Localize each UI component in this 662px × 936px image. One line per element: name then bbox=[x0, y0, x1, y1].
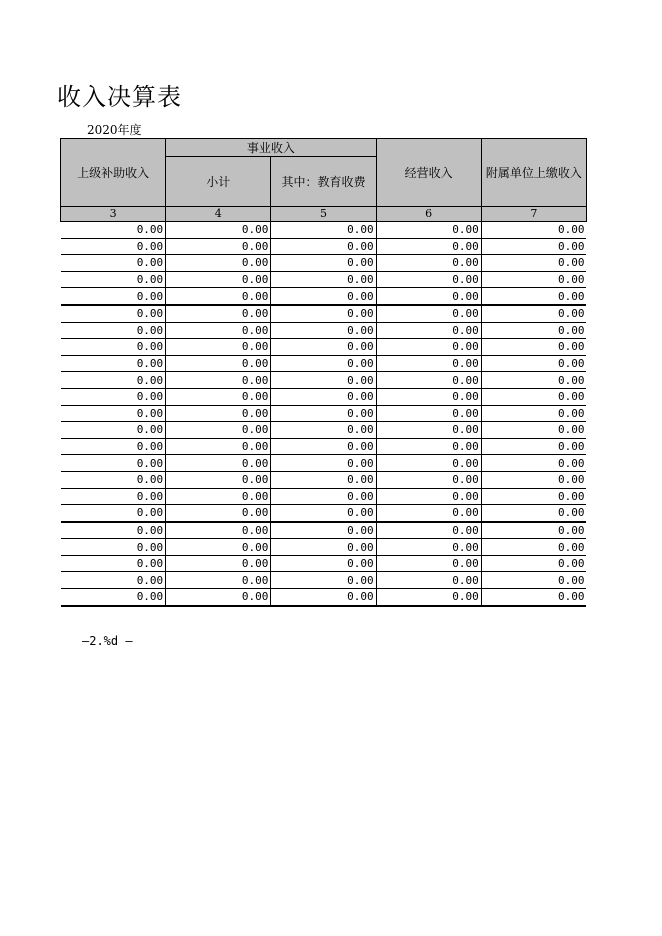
table-row bbox=[61, 438, 587, 455]
table-cell: 0.00 bbox=[376, 322, 481, 339]
table-cell: 0.00 bbox=[271, 372, 376, 389]
table-cell: 0.00 bbox=[166, 339, 271, 356]
table-row bbox=[61, 271, 587, 288]
table-cell: 0.00 bbox=[481, 505, 586, 522]
header-subtotal: 小计 bbox=[166, 157, 271, 207]
table-row bbox=[61, 388, 587, 405]
table-row bbox=[61, 255, 587, 272]
table-cell: 0.00 bbox=[271, 438, 376, 455]
table-cell: 0.00 bbox=[166, 589, 271, 606]
table-cell: 0.00 bbox=[481, 322, 586, 339]
table-row bbox=[61, 539, 587, 556]
table-cell: 0.00 bbox=[376, 455, 481, 472]
table-cell: 0.00 bbox=[376, 271, 481, 288]
table-row bbox=[61, 288, 587, 305]
table-cell: 0.00 bbox=[271, 555, 376, 572]
table-cell: 0.00 bbox=[166, 555, 271, 572]
table-cell: 0.00 bbox=[271, 222, 376, 239]
table-cell: 0.00 bbox=[271, 488, 376, 505]
table-cell: 0.00 bbox=[481, 488, 586, 505]
table-cell: 0.00 bbox=[166, 305, 271, 322]
table-row bbox=[61, 488, 587, 505]
table-cell: 0.00 bbox=[376, 589, 481, 606]
table-cell: 0.00 bbox=[271, 589, 376, 606]
table-cell: 0.00 bbox=[61, 572, 166, 589]
table-row bbox=[61, 405, 587, 422]
table-cell: 0.00 bbox=[481, 522, 586, 539]
table-cell: 0.00 bbox=[166, 271, 271, 288]
table-cell: 0.00 bbox=[61, 438, 166, 455]
table-row bbox=[61, 589, 587, 606]
table-row bbox=[61, 505, 587, 522]
table-cell: 0.00 bbox=[271, 455, 376, 472]
column-number: 7 bbox=[481, 207, 586, 222]
table-cell: 0.00 bbox=[61, 255, 166, 272]
table-cell: 0.00 bbox=[61, 589, 166, 606]
table-cell: 0.00 bbox=[376, 422, 481, 439]
table-cell: 0.00 bbox=[166, 255, 271, 272]
table-cell: 0.00 bbox=[376, 255, 481, 272]
table-cell: 0.00 bbox=[166, 505, 271, 522]
table-cell: 0.00 bbox=[271, 388, 376, 405]
table-row bbox=[61, 372, 587, 389]
table-row bbox=[61, 322, 587, 339]
table-cell: 0.00 bbox=[376, 572, 481, 589]
table-cell: 0.00 bbox=[166, 438, 271, 455]
table-cell: 0.00 bbox=[376, 305, 481, 322]
table-cell: 0.00 bbox=[376, 388, 481, 405]
table-cell: 0.00 bbox=[376, 238, 481, 255]
page-title: 收入决算表 bbox=[57, 83, 182, 111]
table-cell: 0.00 bbox=[481, 288, 586, 305]
table-body bbox=[61, 222, 587, 606]
table-cell: 0.00 bbox=[376, 355, 481, 372]
table-cell: 0.00 bbox=[376, 339, 481, 356]
table-row bbox=[61, 555, 587, 572]
table-row bbox=[61, 471, 587, 488]
table-cell: 0.00 bbox=[481, 455, 586, 472]
header-superior-subsidy: 上级补助收入 bbox=[61, 139, 166, 207]
table-cell: 0.00 bbox=[166, 322, 271, 339]
table-cell: 0.00 bbox=[481, 405, 586, 422]
table-cell: 0.00 bbox=[376, 288, 481, 305]
table-cell: 0.00 bbox=[166, 471, 271, 488]
table-cell: 0.00 bbox=[271, 255, 376, 272]
table-cell: 0.00 bbox=[166, 405, 271, 422]
column-number: 5 bbox=[271, 207, 376, 222]
table-cell: 0.00 bbox=[61, 405, 166, 422]
table-cell: 0.00 bbox=[481, 271, 586, 288]
table-cell: 0.00 bbox=[61, 372, 166, 389]
table-cell: 0.00 bbox=[166, 539, 271, 556]
table-cell: 0.00 bbox=[61, 455, 166, 472]
table-cell: 0.00 bbox=[271, 238, 376, 255]
table-row bbox=[61, 339, 587, 356]
table-cell: 0.00 bbox=[61, 288, 166, 305]
table-cell: 0.00 bbox=[376, 555, 481, 572]
table-cell: 0.00 bbox=[481, 539, 586, 556]
table-cell: 0.00 bbox=[61, 505, 166, 522]
header-operating-income: 经营收入 bbox=[376, 139, 481, 207]
table-cell: 0.00 bbox=[61, 522, 166, 539]
table-cell: 0.00 bbox=[166, 222, 271, 239]
table-cell: 0.00 bbox=[271, 288, 376, 305]
page-footer: —2.%d — bbox=[82, 634, 133, 648]
table-cell: 0.00 bbox=[481, 555, 586, 572]
table-row bbox=[61, 522, 587, 539]
table-cell: 0.00 bbox=[481, 355, 586, 372]
table-cell: 0.00 bbox=[376, 222, 481, 239]
table-cell: 0.00 bbox=[271, 471, 376, 488]
table-cell: 0.00 bbox=[166, 372, 271, 389]
table-cell: 0.00 bbox=[271, 305, 376, 322]
table-row bbox=[61, 572, 587, 589]
table-cell: 0.00 bbox=[376, 471, 481, 488]
table-cell: 0.00 bbox=[166, 455, 271, 472]
table-cell: 0.00 bbox=[376, 405, 481, 422]
table-cell: 0.00 bbox=[61, 471, 166, 488]
income-table bbox=[60, 138, 587, 607]
table-cell: 0.00 bbox=[481, 255, 586, 272]
table-cell: 0.00 bbox=[166, 355, 271, 372]
table-cell: 0.00 bbox=[271, 339, 376, 356]
table-cell: 0.00 bbox=[271, 355, 376, 372]
table-cell: 0.00 bbox=[481, 471, 586, 488]
header-business-income-group: 事业收入 bbox=[166, 139, 376, 157]
table-cell: 0.00 bbox=[166, 522, 271, 539]
table-cell: 0.00 bbox=[481, 422, 586, 439]
table-cell: 0.00 bbox=[271, 271, 376, 288]
table-cell: 0.00 bbox=[61, 539, 166, 556]
table-cell: 0.00 bbox=[166, 572, 271, 589]
table-cell: 0.00 bbox=[271, 405, 376, 422]
year-label: 2020年度 bbox=[87, 123, 142, 137]
table-cell: 0.00 bbox=[166, 488, 271, 505]
table-cell: 0.00 bbox=[481, 238, 586, 255]
column-number: 3 bbox=[61, 207, 166, 222]
table-cell: 0.00 bbox=[376, 522, 481, 539]
table-cell: 0.00 bbox=[481, 305, 586, 322]
table-cell: 0.00 bbox=[481, 339, 586, 356]
table-cell: 0.00 bbox=[61, 238, 166, 255]
table-row bbox=[61, 355, 587, 372]
table-cell: 0.00 bbox=[271, 522, 376, 539]
table-cell: 0.00 bbox=[271, 572, 376, 589]
column-number: 4 bbox=[166, 207, 271, 222]
table-cell: 0.00 bbox=[481, 222, 586, 239]
table-row bbox=[61, 305, 587, 322]
table-cell: 0.00 bbox=[61, 555, 166, 572]
table-cell: 0.00 bbox=[61, 388, 166, 405]
table-cell: 0.00 bbox=[61, 305, 166, 322]
table-cell: 0.00 bbox=[61, 271, 166, 288]
header-affiliated-income: 附属单位上缴收入 bbox=[481, 139, 586, 207]
table-cell: 0.00 bbox=[376, 438, 481, 455]
table-cell: 0.00 bbox=[61, 339, 166, 356]
table-row bbox=[61, 422, 587, 439]
header-education-fee: 其中：教育收费 bbox=[271, 157, 376, 207]
table-cell: 0.00 bbox=[271, 422, 376, 439]
table-cell: 0.00 bbox=[271, 322, 376, 339]
table-row bbox=[61, 222, 587, 239]
table-cell: 0.00 bbox=[61, 322, 166, 339]
table-cell: 0.00 bbox=[61, 488, 166, 505]
table-cell: 0.00 bbox=[481, 589, 586, 606]
table-cell: 0.00 bbox=[376, 539, 481, 556]
table-cell: 0.00 bbox=[481, 372, 586, 389]
table-cell: 0.00 bbox=[166, 422, 271, 439]
table-cell: 0.00 bbox=[376, 372, 481, 389]
table-row bbox=[61, 455, 587, 472]
table-cell: 0.00 bbox=[61, 422, 166, 439]
table-cell: 0.00 bbox=[271, 505, 376, 522]
table-cell: 0.00 bbox=[166, 388, 271, 405]
table-row bbox=[61, 238, 587, 255]
table-cell: 0.00 bbox=[166, 238, 271, 255]
table-cell: 0.00 bbox=[376, 505, 481, 522]
table-cell: 0.00 bbox=[166, 288, 271, 305]
table-cell: 0.00 bbox=[481, 438, 586, 455]
table-cell: 0.00 bbox=[376, 488, 481, 505]
column-number: 6 bbox=[376, 207, 481, 222]
table-cell: 0.00 bbox=[61, 222, 166, 239]
table-cell: 0.00 bbox=[481, 388, 586, 405]
table-cell: 0.00 bbox=[61, 355, 166, 372]
table-cell: 0.00 bbox=[481, 572, 586, 589]
table-cell: 0.00 bbox=[271, 539, 376, 556]
